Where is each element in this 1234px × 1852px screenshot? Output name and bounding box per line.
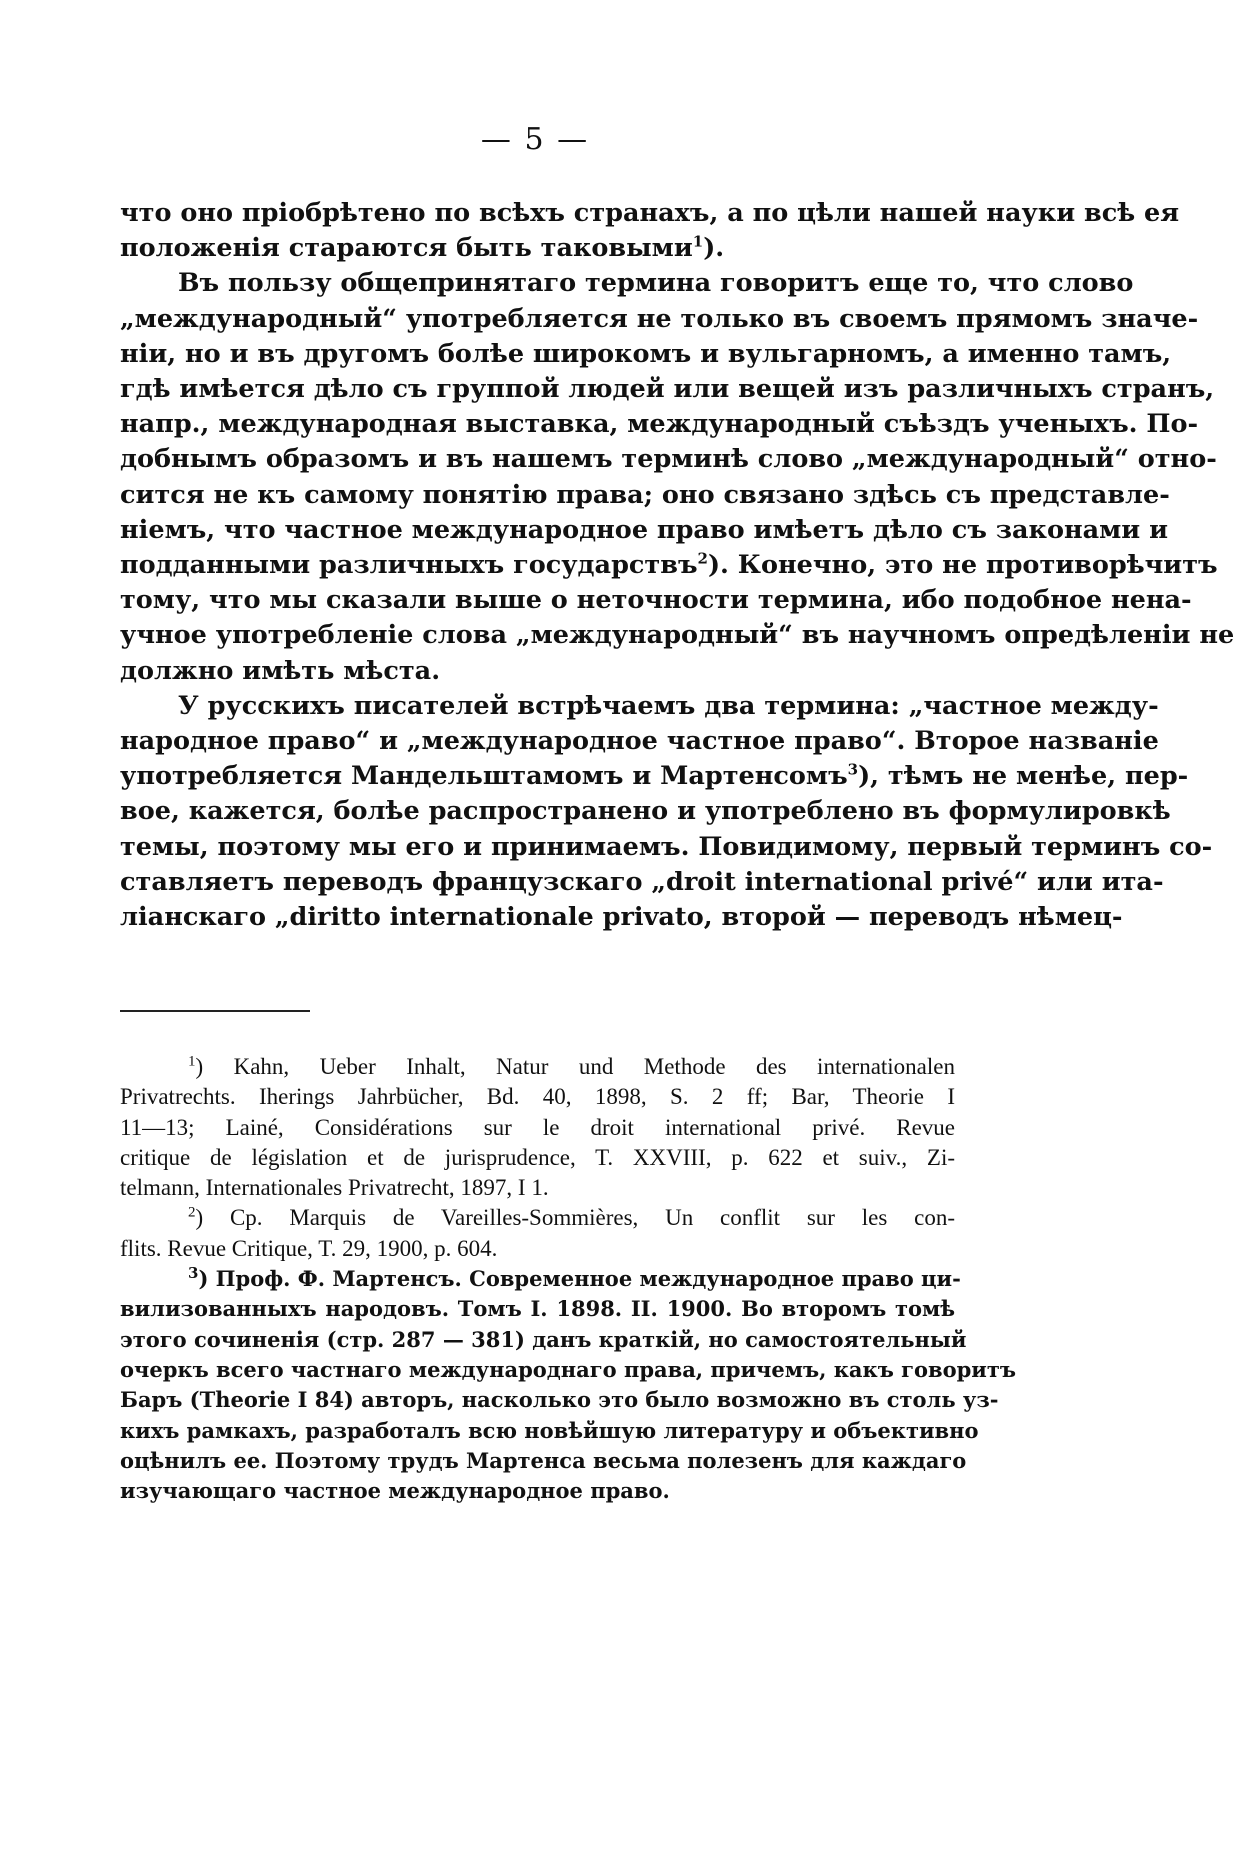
text-line: ліанскаго „diritto internationale privato, второй — переводъ нѣмец- — [120, 902, 1123, 933]
page-number: — 5 — — [480, 122, 590, 157]
text-line: народное право“ и „международное частное право“. Второе названіе — [120, 726, 1159, 757]
footnote-line: telmann, Internationales Privatrecht, 1897, I 1. — [120, 1175, 549, 1201]
footnote-mark: 2 — [697, 549, 708, 568]
text-line: тому, что мы сказали выше о неточности термина, ибо подобное нена- — [120, 585, 1192, 616]
footnote-line: flits. Revue Critique, T. 29, 1900, p. 604. — [120, 1235, 498, 1261]
text-line: Въ пользу общепринятаго термина говоритъ еще то, что слово — [178, 268, 1134, 299]
text-line: ставляетъ переводъ французскаго „droit international privé“ или ита- — [120, 866, 1164, 897]
footnote-mark: 2 — [188, 1204, 196, 1221]
text-line: должно имѣть мѣста. — [120, 655, 441, 686]
text-line: „международный“ употребляется не только въ своемъ прямомъ значе- — [120, 303, 1199, 334]
text-line: напр., международная выставка, международный съѣздъ ученыхъ. По- — [120, 409, 1199, 440]
footnote-line: Privatrechts. Iherings Jahrbücher, Bd. 40, 1898, S. 2 ff; Bar, Theorie I — [120, 1084, 955, 1110]
footnote-line: $^3$) Проф. Ф. Мартенсъ. Современное международное право ци- — [188, 1264, 961, 1292]
footnote-line: этого сочиненія (стр. 287 — 381) данъ краткій, но самостоятельный — [120, 1326, 967, 1352]
footnote-line: изучающаго частное международное право. — [120, 1478, 670, 1504]
footnote-line: $^1$) Kahn, Ueber Inhalt, Natur und Methode des internationalen — [188, 1053, 955, 1079]
footnote-line: оцѣнилъ ее. Поэтому трудъ Мартенса весьма полезенъ для каждаго — [120, 1447, 967, 1473]
footnote-mark: 1 — [188, 1053, 196, 1070]
footnote-1 — [120, 1052, 955, 1203]
footnote-line: вилизованныхъ народовъ. Томъ I. 1898. II. 1900. Во второмъ томѣ — [120, 1296, 955, 1322]
text-line: что оно пріобрѣтено по всѣхъ странахъ, а по цѣли нашей науки всѣ ея — [120, 198, 1180, 228]
main-text — [120, 196, 1234, 935]
text-line: У русскихъ писателей встрѣчаемъ два термина: „частное между- — [178, 690, 1159, 721]
footnote-line: $^2$) Ср. Marquis de Vareilles-Sommières, Un conflit sur les con- — [188, 1204, 955, 1231]
footnote-mark: 3 — [188, 1264, 199, 1283]
footnote-line: Баръ (Theorie I 84) авторъ, насколько это было возможно въ столь уз- — [120, 1387, 999, 1413]
text-line: добнымъ образомъ и въ нашемъ терминѣ слово „международный“ отно- — [120, 444, 1217, 475]
footnote-line: кихъ рамкахъ, разработалъ всю новѣйшую литературу и объективно — [120, 1417, 979, 1443]
footnote-line: critique de législation et de jurisprudence, T. XXVIII, p. 622 et suiv., Zi- — [120, 1144, 955, 1170]
text-line: употребляется Мандельштамомъ и Мартенсомъ$^3$), тѣмъ не менѣе, пер- — [120, 760, 1189, 792]
text-line: ніемъ, что частное международное право имѣетъ дѣло съ законами и — [120, 514, 1169, 545]
text-line: положенія стараются быть таковыми$^1$). — [120, 232, 725, 264]
footnote-mark: 1 — [692, 232, 704, 251]
text-line: ніи, но и въ другомъ болѣе широкомъ и вульгарномъ, а именно тамъ, — [120, 338, 1172, 369]
footnote-2 — [120, 1203, 955, 1264]
text-line: подданными различныхъ государствъ$^2$). Конечно, это не противорѣчитъ — [120, 549, 1218, 581]
text-line: гдѣ имѣется дѣло съ группой людей или вещей изъ различныхъ странъ, — [120, 374, 1215, 405]
footnote-line: 11—13; Lainé, Considérations sur le droit international privé. Revue — [120, 1114, 955, 1140]
footnotes — [120, 1052, 1016, 1506]
text-line: сится не къ самому понятію права; оно связано здѣсь съ представле- — [120, 479, 1170, 510]
footnote-line: очеркъ всего частнаго международнаго права, причемъ, какъ говоритъ — [120, 1356, 1016, 1382]
footnote-3 — [120, 1264, 1016, 1506]
text-line: вое, кажется, болѣе распространено и употреблено въ формулировкѣ — [120, 796, 1171, 827]
text-line: темы, поэтому мы его и принимаемъ. Повидимому, первый терминъ со- — [120, 831, 1213, 862]
text-line: учное употребленіе слова „международный“ въ научномъ опредѣленіи не — [120, 620, 1234, 651]
footnote-mark: 3 — [847, 760, 859, 779]
footnote-separator — [120, 1010, 310, 1012]
